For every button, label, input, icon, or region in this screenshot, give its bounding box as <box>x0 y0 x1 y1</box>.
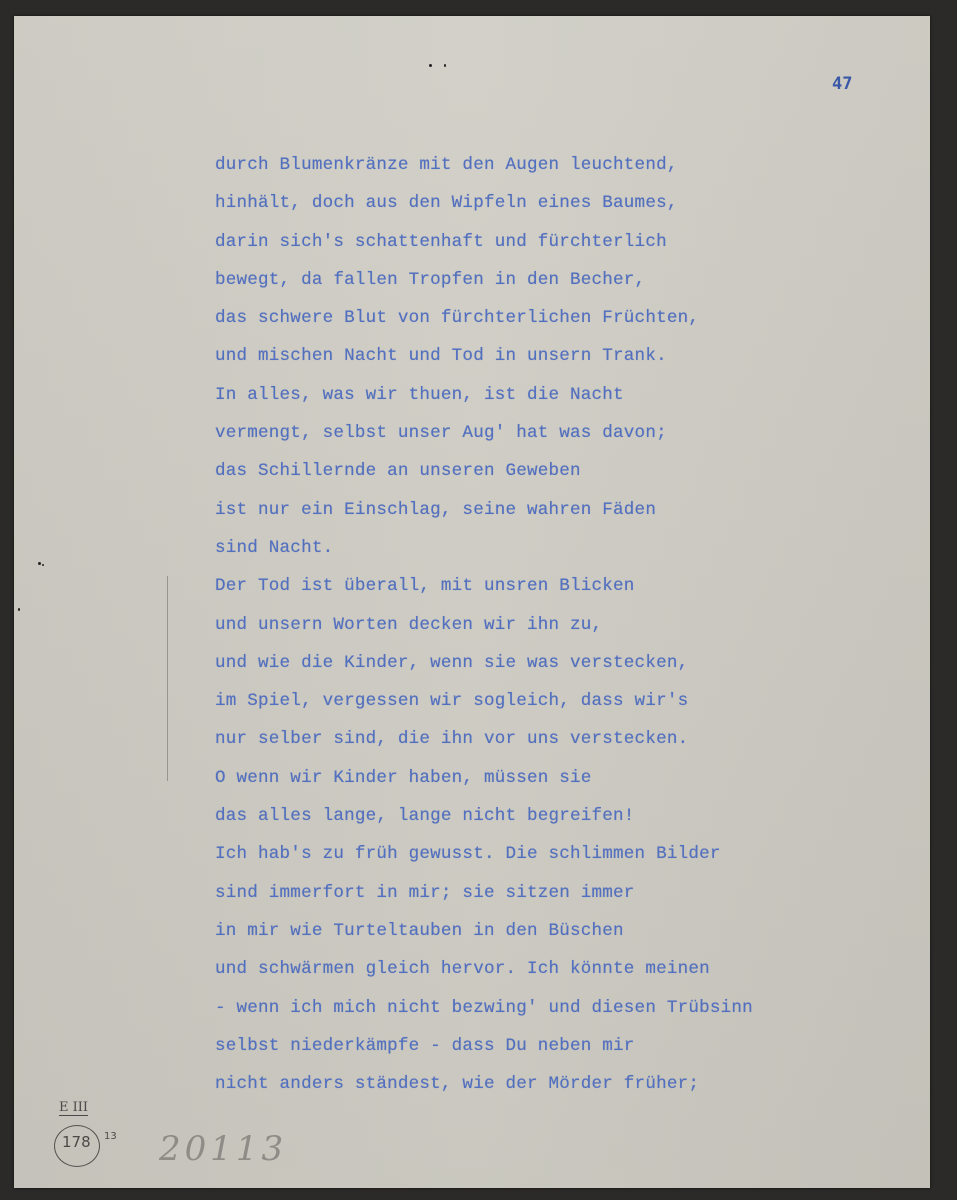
text-line: O wenn wir Kinder haben, müssen sie <box>215 767 592 788</box>
text-line: das alles lange, lange nicht begreifen! <box>215 806 635 827</box>
text-line: Ich hab's zu früh gewusst. Die schlimmen Bilder <box>215 844 721 865</box>
text-line: In alles, was wir thuen, ist die Nacht <box>215 384 624 405</box>
text-line: ist nur ein Einschlag, seine wahren Fäden <box>215 499 657 520</box>
text-line: und wie die Kinder, wenn sie was verstecken, <box>215 652 689 673</box>
text-line: nur selber sind, die ihn vor uns verstecken. <box>215 729 689 750</box>
ink-speck <box>444 64 446 67</box>
text-line: hinhält, doch aus den Wipfeln eines Baumes, <box>215 193 678 214</box>
text-line: das schwere Blut von fürchterlichen Früchten, <box>215 308 700 329</box>
document-page <box>14 16 930 1188</box>
text-line: das Schillernde an unseren Geweben <box>215 461 581 482</box>
page-number: 47 <box>832 74 853 94</box>
ink-speck <box>18 608 20 611</box>
text-line: bewegt, da fallen Tropfen in den Becher, <box>215 269 646 290</box>
typescript-text <box>215 146 753 1103</box>
margin-pencil-line <box>167 576 168 781</box>
text-line: darin sich's schattenhaft und fürchterlich <box>215 231 667 252</box>
archive-inventory-number: 20113 <box>159 1129 288 1169</box>
ink-speck <box>42 564 44 566</box>
text-line: vermengt, selbst unser Aug' hat was davon; <box>215 423 667 444</box>
text-line: Der Tod ist überall, mit unsren Blicken <box>215 576 635 597</box>
text-line: und schwärmen gleich hervor. Ich könnte meinen <box>215 959 710 980</box>
text-line: sind Nacht. <box>215 537 334 558</box>
text-line: sind immerfort in mir; sie sitzen immer <box>215 882 635 903</box>
text-line: - wenn ich mich nicht bezwing' und diesen Trübsinn <box>215 997 753 1018</box>
text-line: und unsern Worten decken wir ihn zu, <box>215 614 603 635</box>
archive-marks <box>54 1101 294 1171</box>
text-line: und mischen Nacht und Tod in unsern Trank. <box>215 346 667 367</box>
text-line: im Spiel, vergessen wir sogleich, dass wir's <box>215 691 689 712</box>
ink-speck <box>429 64 432 67</box>
archive-folio-number: 178 <box>62 1133 91 1151</box>
text-line: nicht anders ständest, wie der Mörder früher; <box>215 1074 700 1095</box>
archive-folio-superscript: 13 <box>104 1131 117 1142</box>
text-line: in mir wie Turteltauben in den Büschen <box>215 920 624 941</box>
archive-signature-mark: E III <box>59 1100 89 1115</box>
ink-speck <box>38 562 41 565</box>
text-line: durch Blumenkränze mit den Augen leuchtend, <box>215 155 678 175</box>
text-line: selbst niederkämpfe - dass Du neben mir <box>215 1035 635 1056</box>
